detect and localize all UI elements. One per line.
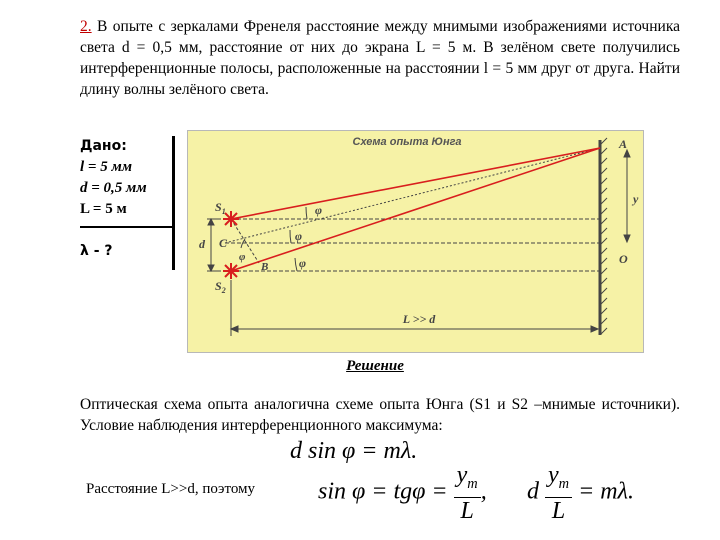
- label-a: A: [619, 137, 628, 151]
- problem-text: В опыте с зеркалами Френеля расстояние между мнимыми изображениями источника света d = 0,5 мм, расстояние от них до экрана L = 5 м. В зелёном свете получились интерференционные полосы, расположенные на расстоянии l = 5 мм друг от друга. Найти длину волны зелёного света.: [80, 18, 680, 98]
- label-phi-1: φ: [315, 203, 323, 217]
- source-s2-marker: [223, 263, 239, 279]
- label-phi-2: φ: [295, 229, 303, 243]
- diagram-title: Схема опыта Юнга: [352, 136, 462, 148]
- find-value: λ - ?: [80, 243, 113, 259]
- label-d: d: [199, 237, 205, 251]
- given-block: [80, 136, 176, 262]
- given-item-l: l = 5 мм: [80, 159, 133, 175]
- given-header: Дано:: [80, 138, 127, 154]
- young-experiment-diagram: [187, 130, 644, 353]
- given-divider-vertical: [172, 136, 175, 270]
- label-s1: $S_1$: [215, 200, 226, 216]
- label-b: B: [261, 261, 269, 273]
- solution-title: Решение: [346, 358, 404, 374]
- label-y: y: [633, 192, 639, 206]
- distance-text: Расстояние L>>d, поэтому: [86, 481, 256, 497]
- solution-text: Оптическая схема опыта аналогична схеме опыта Юнга (S1 и S2 –мнимые источники). Условие наблюдения интерференционного максимума:: [80, 396, 680, 434]
- formula-small-angle: sin φ = tgφ = $\frac{y_m}{L}$ ,: [318, 462, 487, 524]
- label-distance: L >> d: [402, 312, 436, 326]
- given-item-L: L = 5 м: [80, 201, 127, 217]
- formula-interference-max: d sin φ = mλ.: [290, 438, 418, 464]
- label-phi-4: φ: [239, 251, 246, 263]
- given-item-d: d = 0,5 мм: [80, 180, 147, 196]
- label-s2: $S_2$: [215, 279, 226, 295]
- formula-result: d $\frac{y_m}{L}$ = mλ.: [527, 462, 634, 524]
- label-phi-3: φ: [299, 256, 307, 270]
- label-c: C: [219, 236, 228, 250]
- problem-statement: [80, 16, 680, 100]
- given-divider-horizontal: [80, 226, 174, 228]
- label-o: O: [619, 252, 628, 266]
- problem-number: 2.: [80, 18, 92, 35]
